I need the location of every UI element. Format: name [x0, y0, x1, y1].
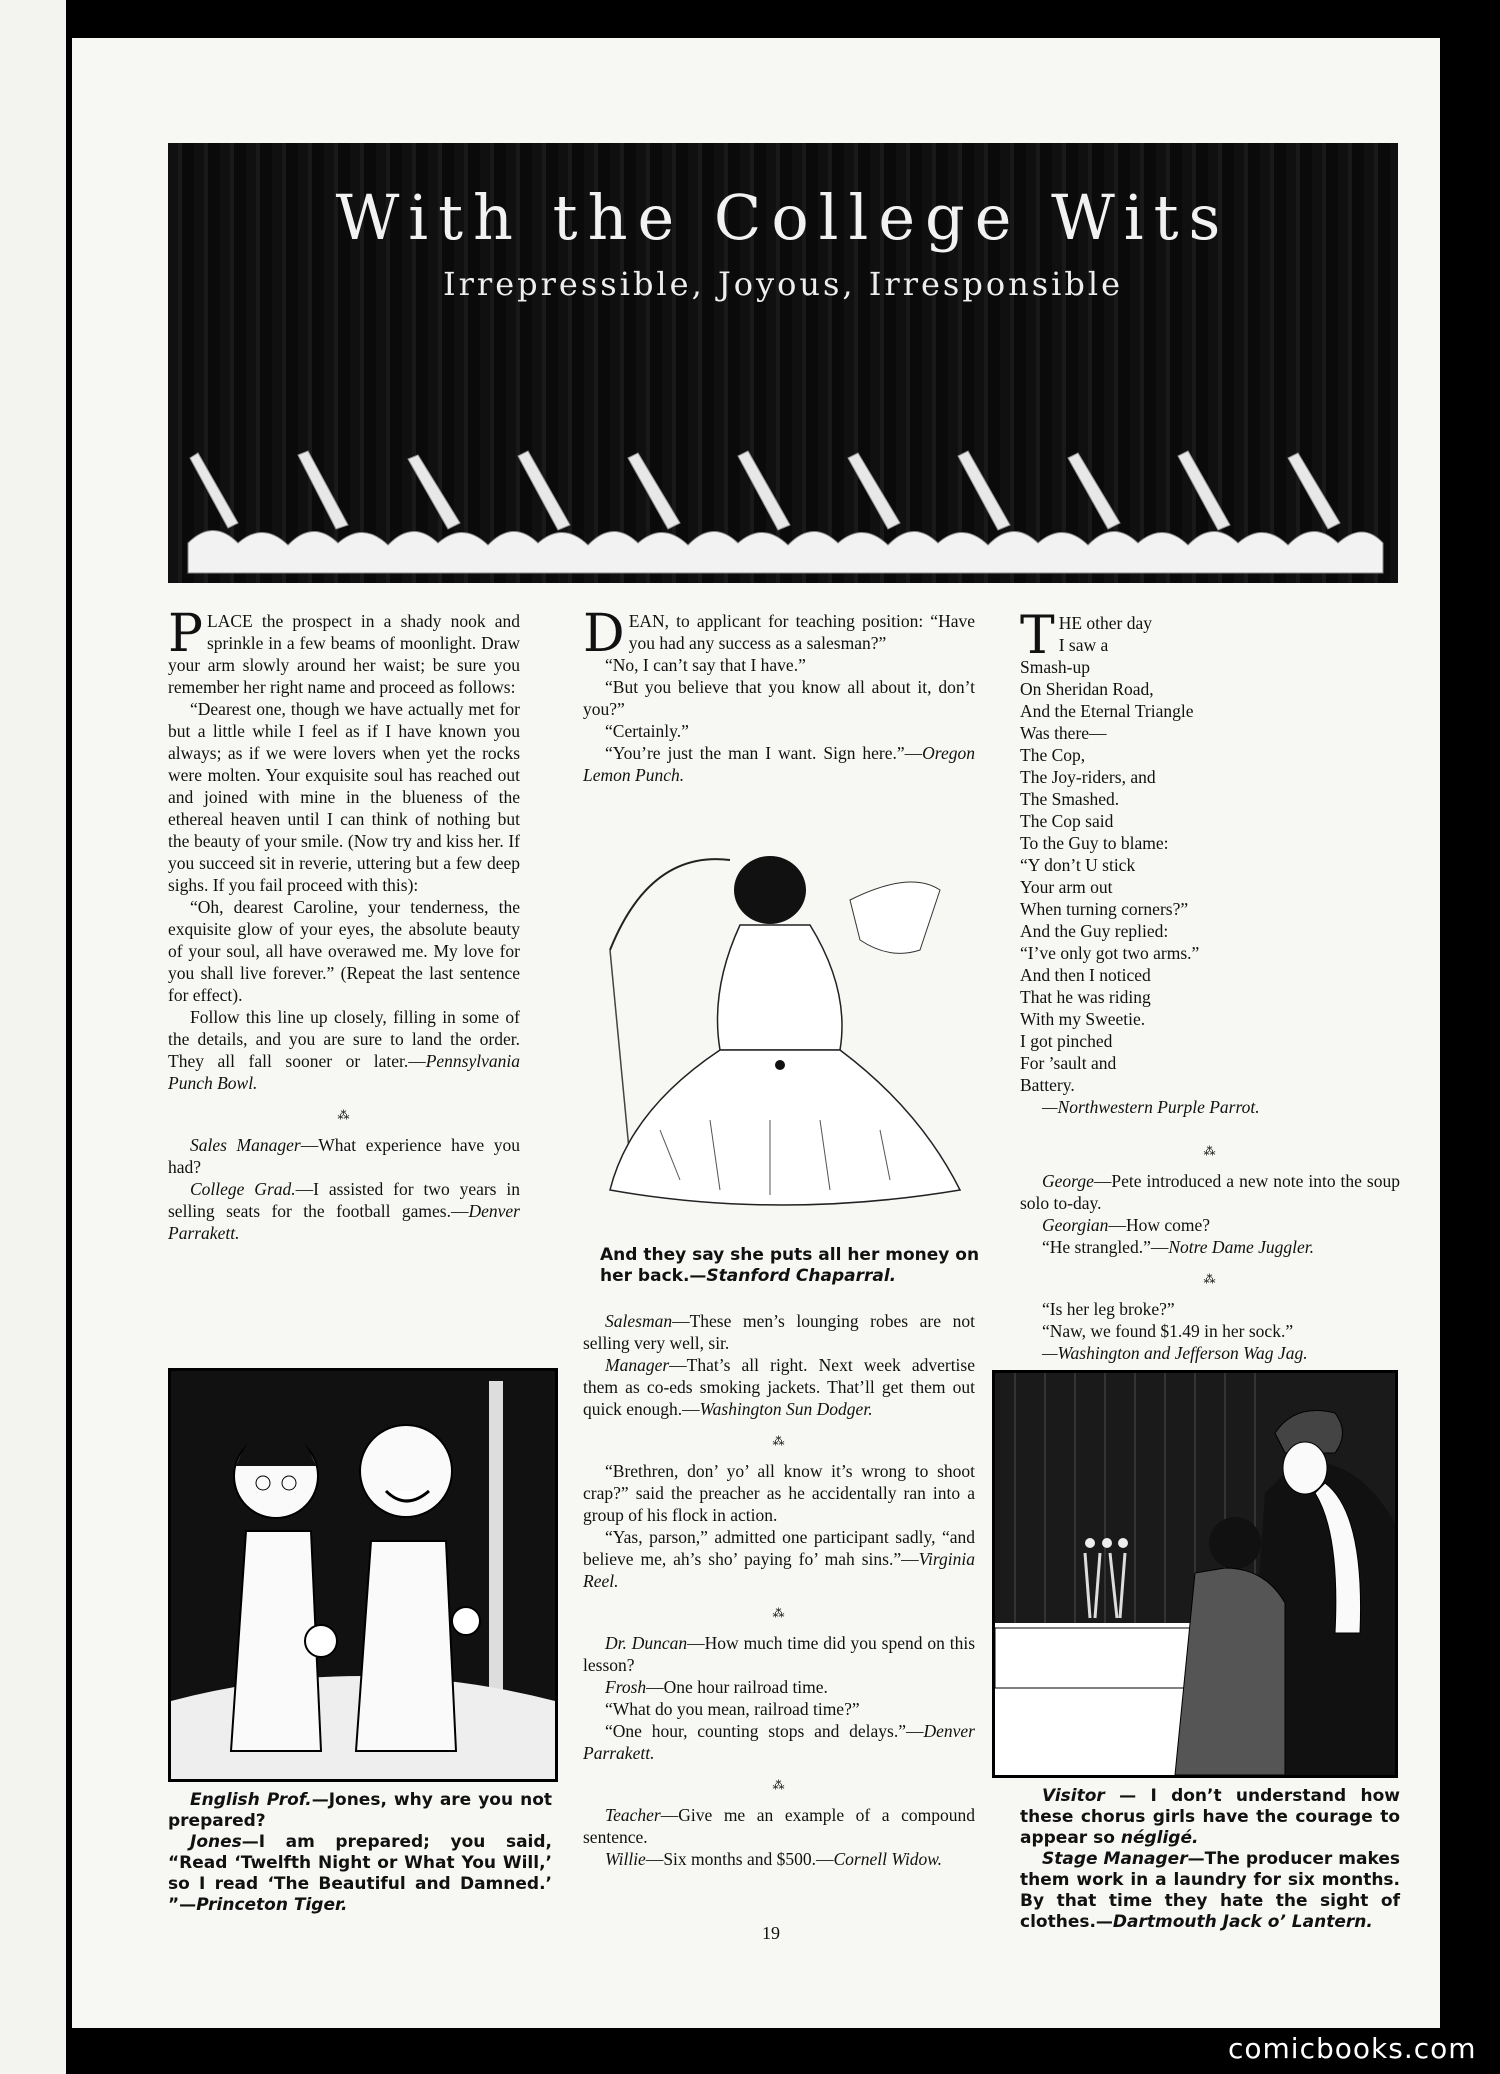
- verse-line: And the Eternal Triangle: [1020, 701, 1194, 721]
- paragraph-text: Follow this line up closely, filling in some of the details, and you are sure to land the order. They all fall sooner or later.—: [168, 1007, 520, 1071]
- chorus-girls-drawing: [995, 1373, 1395, 1775]
- verse-line: Your arm out: [1020, 877, 1113, 897]
- speaker-name: Dr. Duncan: [605, 1633, 688, 1653]
- strangled-joke-line: [1020, 1236, 1400, 1258]
- page-subtitle: Irrepressible, Joyous, Irresponsible: [442, 265, 1124, 303]
- sales-manager-joke-line: [168, 1134, 520, 1178]
- preacher-joke-line: “Brethren, don’ yo’ all know it’s wrong to shoot crap?” said the preacher as he accidentally ran into a group of his flock in action.: [583, 1461, 975, 1525]
- dean-joke-reply-4: [583, 742, 975, 786]
- column-3-caption: [1020, 1786, 1400, 1933]
- verse-line: On Sheridan Road,: [1020, 679, 1154, 699]
- drop-cap: P: [168, 604, 203, 664]
- dialogue-text: —Give me an example of a compound sentence.: [583, 1805, 975, 1847]
- dialogue-text: —That’s all right. Next week advertise them as co-eds smoking jackets. That’ll get them out quick enough.—: [583, 1355, 975, 1419]
- section-separator: ⁂: [772, 1778, 786, 1792]
- verse-line: The Joy-riders, and: [1020, 767, 1156, 787]
- speaker-name: Teacher: [605, 1805, 661, 1825]
- verse-line: I got pinched: [1020, 1031, 1113, 1051]
- section-separator: ⁂: [772, 1434, 786, 1448]
- dialogue-text: —How much time did you spend on this lesson?: [583, 1633, 976, 1675]
- dialogue-text: —I am prepared; you said, “Read ‘Twelfth Night or What You Will,’ so I read ‘The Beautiful and Damned.’ ”—: [168, 1832, 552, 1915]
- source-credit: Denver Parrakett.: [168, 1201, 520, 1243]
- source-credit: —Northwestern Purple Parrot.: [1042, 1097, 1260, 1117]
- column-2-bottom: [583, 1310, 975, 1870]
- verse-line: “Y don’t U stick: [1020, 855, 1136, 875]
- verse-line: And the Guy replied:: [1020, 921, 1169, 941]
- verse-text: HE other day: [1058, 613, 1152, 633]
- section-separator: ⁂: [337, 1108, 351, 1122]
- speaker-name: Visitor: [1042, 1786, 1105, 1806]
- dialogue-text: — I don’t understand how these chorus girls have the courage to appear so: [1020, 1786, 1400, 1848]
- dialogue-text: —Pete introduced a new note into the soup solo to-day.: [1020, 1171, 1400, 1213]
- verse-line: Battery.: [1020, 1075, 1075, 1095]
- section-separator: ⁂: [1203, 1144, 1217, 1158]
- georgian-joke-line: [1020, 1214, 1400, 1236]
- george-joke-line: [1020, 1170, 1400, 1214]
- speaker-name: College Grad.: [190, 1179, 296, 1199]
- leg-broke-line: “Is her leg broke?”: [1042, 1299, 1175, 1319]
- speaker-name: Willie: [605, 1849, 646, 1869]
- dialogue-text: —These men’s lounging robes are not selling very well, sir.: [583, 1311, 975, 1353]
- source-credit: Dartmouth Jack o’ Lantern.: [1112, 1912, 1373, 1932]
- jones-caption-line: [168, 1832, 552, 1916]
- emphasized-word: négligé.: [1120, 1828, 1199, 1848]
- drop-cap: D: [583, 604, 625, 664]
- dialogue-text: —How come?: [1108, 1215, 1211, 1235]
- railroad-answer-line: [583, 1720, 975, 1764]
- source-credit: Virginia Reel.: [583, 1549, 975, 1591]
- drop-cap: T: [1020, 606, 1055, 666]
- verse-line: The Smashed.: [1020, 789, 1120, 809]
- dialogue-text: —I assisted for two years in selling seats for the football games.—: [168, 1179, 520, 1221]
- woman-in-gown-drawing: [590, 830, 978, 1230]
- page-number: 19: [762, 1923, 780, 1943]
- verse-line: With my Sweetie.: [1020, 1009, 1146, 1029]
- source-credit: Stanford Chaparral.: [706, 1266, 897, 1286]
- teacher-joke-line: [583, 1804, 975, 1848]
- lovers-joke-closing: [168, 1006, 520, 1094]
- column-2-top: [583, 604, 975, 786]
- dialogue-text: “One hour, counting stops and delays.”—: [605, 1721, 924, 1741]
- dean-joke-reply-3: “Certainly.”: [605, 721, 689, 741]
- dialogue-text: —The producer makes them work in a laundry for six months. By that time they hate the sight of clothes.—: [1020, 1849, 1400, 1932]
- dialogue-text: “He strangled.”—: [1042, 1237, 1169, 1257]
- dean-joke-reply-2: “But you believe that you know all about it, don’t you?”: [583, 677, 975, 719]
- manager-joke-line: [583, 1354, 975, 1420]
- source-credit: Oregon Lemon Punch.: [583, 743, 975, 785]
- dialogue-text: —One hour railroad time.: [646, 1677, 828, 1697]
- two-students-drawing: [171, 1371, 555, 1779]
- page-title: With the College Wits: [335, 181, 1231, 254]
- visitor-caption-line: [1020, 1786, 1400, 1849]
- column-3-verse: [1020, 606, 1400, 1118]
- section-separator: ⁂: [772, 1606, 786, 1620]
- speaker-name: Salesman: [605, 1311, 673, 1331]
- column-1-caption: [168, 1790, 552, 1916]
- verse-line: The Cop said: [1020, 811, 1114, 831]
- speaker-name: Frosh: [605, 1677, 647, 1697]
- speaker-name: Georgian: [1042, 1215, 1109, 1235]
- professor-students-illustration: [168, 1368, 558, 1782]
- source-credit: Pennsylvania Punch Bowl.: [168, 1051, 520, 1093]
- verse-line: Smash-up: [1020, 657, 1090, 677]
- speaker-name: Jones: [190, 1832, 242, 1852]
- verse-line: To the Guy to blame:: [1020, 833, 1169, 853]
- lovers-joke-intro: [168, 604, 520, 698]
- frosh-joke-line: [583, 1676, 975, 1698]
- speaker-name: Stage Manager: [1042, 1849, 1188, 1869]
- lovers-joke-speech-2: “Oh, dearest Caroline, your tenderness, the exquisite glow of your eyes, the absolute beauty of your soul, all have overawed me. My love for you shall live forever.” (Repeat the last sentence for effect).: [168, 897, 520, 1005]
- column-3-jokes: [1020, 1130, 1400, 1364]
- speaker-name: Sales Manager: [190, 1135, 301, 1155]
- dean-joke-line: [583, 604, 975, 664]
- header-banner: [168, 143, 1398, 583]
- caption-text: And they say she puts all her money on her back.—: [600, 1245, 980, 1286]
- verse-line: The Cop,: [1020, 745, 1086, 765]
- source-credit: Denver Parrakett.: [583, 1721, 975, 1763]
- dialogue-text: “Yas, parson,” admitted one participant sadly, “and believe me, ah’s sho’ paying fo’ mah sins.”—: [583, 1527, 975, 1569]
- speaker-name: English Prof.: [190, 1790, 312, 1810]
- lovers-joke-speech-1: “Dearest one, though we have actually met for but a little while I feel as if I have known you always; as if we were lovers when yet the rocks were molten. Your exquisite soul has reached out and joined with mine in the blueness of the ethereal heaven until I can think of nothing but the beauty of your smile. (Now try and kiss her. If you succeed sit in reverie, uttering but a few deep sighs. If you fail proceed with this):: [168, 699, 520, 895]
- verse-line: That he was riding: [1020, 987, 1151, 1007]
- dancing-legs-illustration: [168, 433, 1398, 583]
- speaker-name: George: [1042, 1171, 1094, 1191]
- duncan-joke-line: [583, 1632, 975, 1676]
- facing-page-edge: [0, 0, 66, 2074]
- professor-caption-line: [168, 1790, 552, 1832]
- verse-line: Was there—: [1020, 723, 1107, 743]
- sock-answer-line: “Naw, we found $1.49 in her sock.”: [1042, 1321, 1294, 1341]
- salesman-joke-line: [583, 1310, 975, 1354]
- railroad-question-line: “What do you mean, railroad time?”: [605, 1699, 860, 1719]
- dean-joke-reply-1: “No, I can’t say that I have.”: [605, 655, 806, 675]
- ballgown-woman-illustration: [590, 830, 978, 1230]
- verse-line: “I’ve only got two arms.”: [1020, 943, 1200, 963]
- paragraph-text: LACE the prospect in a shady nook and sprinkle in a few beams of moonlight. Draw your arm slowly around her waist; be sure you remember her right name and proceed as follows:: [168, 611, 520, 697]
- source-credit: Cornell Widow.: [833, 1849, 943, 1869]
- source-credit: Notre Dame Juggler.: [1168, 1237, 1314, 1257]
- participant-joke-line: [583, 1526, 975, 1592]
- college-grad-joke-line: [168, 1178, 520, 1244]
- site-watermark: comicbooks.com: [1228, 2032, 1477, 2065]
- gown-caption-text: [600, 1245, 980, 1287]
- source-credit: —Washington and Jefferson Wag Jag.: [1042, 1343, 1308, 1363]
- verse-line: And then I noticed: [1020, 965, 1151, 985]
- dialogue-text: —What experience have you had?: [168, 1135, 520, 1177]
- source-credit: Washington Sun Dodger.: [699, 1399, 873, 1419]
- verse-line: When turning corners?”: [1020, 899, 1189, 919]
- verse-line: I saw a: [1058, 635, 1109, 655]
- column-1: [168, 604, 520, 1244]
- willie-joke-line: [583, 1848, 975, 1870]
- stage-manager-caption-line: [1020, 1849, 1400, 1933]
- section-separator: ⁂: [1203, 1272, 1217, 1286]
- dialogue-text: “You’re just the man I want. Sign here.”—: [605, 743, 923, 763]
- dialogue-text: —Six months and $500.—: [645, 1849, 834, 1869]
- paragraph-text: EAN, to applicant for teaching position: “Have you had any success as a salesman?”: [628, 611, 975, 653]
- source-credit: Princeton Tiger.: [196, 1895, 348, 1915]
- speaker-name: Manager: [605, 1355, 670, 1375]
- dialogue-text: —Jones, why are you not prepared?: [168, 1790, 552, 1831]
- theatre-chorus-illustration: [992, 1370, 1398, 1778]
- verse-line: For ’sault and: [1020, 1053, 1117, 1073]
- gown-caption: [600, 1245, 980, 1287]
